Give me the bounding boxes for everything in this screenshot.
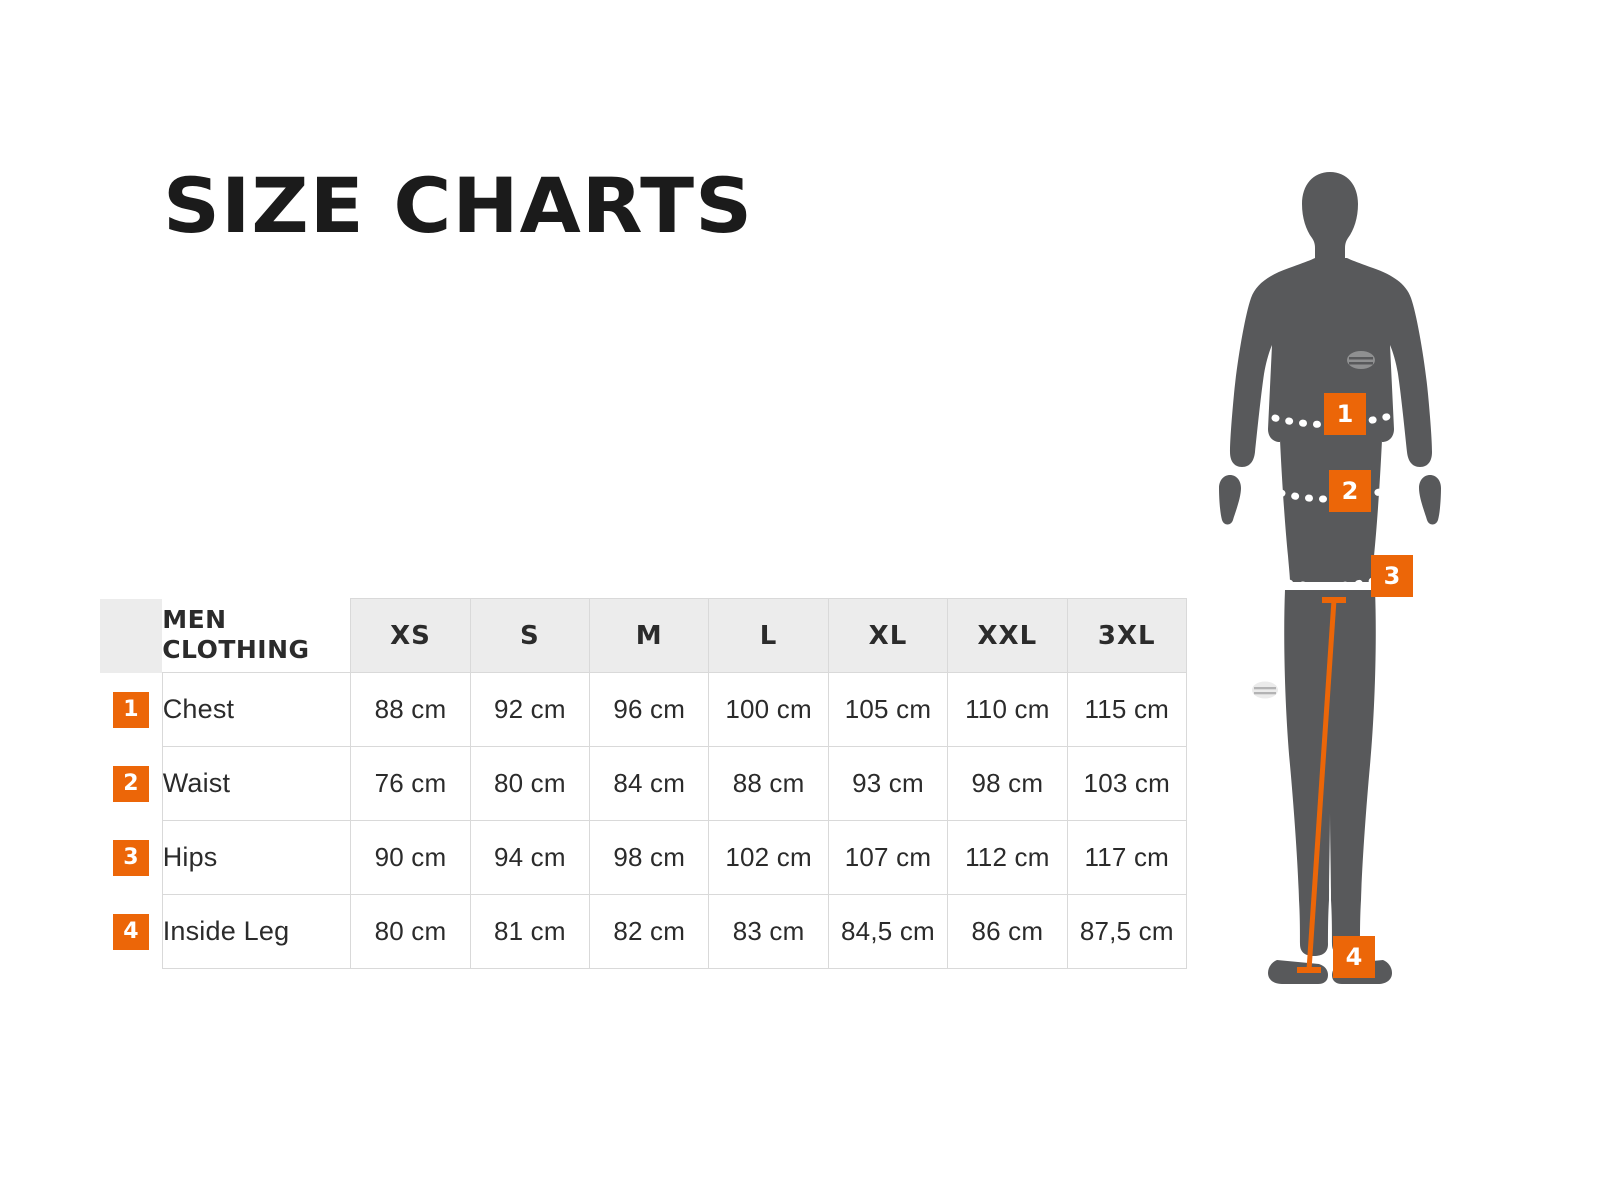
cell-inside-leg-l: 83 cm: [709, 895, 828, 969]
cell-inside-leg-xs: 80 cm: [351, 895, 470, 969]
cell-hips-m: 98 cm: [590, 821, 709, 895]
table-header: [100, 599, 1187, 673]
row-badge: 4: [113, 914, 149, 950]
table-row: [100, 747, 1187, 821]
size-table-container: [100, 598, 1190, 969]
table-row: [100, 895, 1187, 969]
cell-waist-m: 84 cm: [590, 747, 709, 821]
cell-waist-xxl: 98 cm: [948, 747, 1067, 821]
table-header-row: [100, 599, 1187, 673]
row-badge-cell: [100, 747, 162, 821]
column-header-xs: XS: [351, 599, 470, 673]
column-header-xxl: XXL: [948, 599, 1067, 673]
cell-chest-m: 96 cm: [590, 673, 709, 747]
cell-waist-xl: 93 cm: [828, 747, 947, 821]
header-category-line1: MEN: [162, 604, 227, 634]
column-header-3xl: 3XL: [1067, 599, 1186, 673]
row-label-inside-leg: Inside Leg: [162, 895, 351, 969]
row-label-waist: Waist: [162, 747, 351, 821]
row-badge-cell: [100, 895, 162, 969]
page-title: SIZE CHARTS: [163, 161, 754, 250]
row-badge-cell: [100, 673, 162, 747]
cell-hips-l: 102 cm: [709, 821, 828, 895]
row-badge-cell: [100, 821, 162, 895]
column-header-xl: XL: [828, 599, 947, 673]
cell-hips-xs: 90 cm: [351, 821, 470, 895]
cell-inside-leg-m: 82 cm: [590, 895, 709, 969]
cell-waist-xs: 76 cm: [351, 747, 470, 821]
cell-hips-s: 94 cm: [470, 821, 589, 895]
cell-chest-xxl: 110 cm: [948, 673, 1067, 747]
row-label-hips: Hips: [162, 821, 351, 895]
header-badge-spacer: [100, 599, 162, 673]
size-table: [100, 598, 1187, 969]
header-category-label: [162, 599, 351, 673]
table-row: [100, 821, 1187, 895]
cell-chest-xl: 105 cm: [828, 673, 947, 747]
figure-marker-waist: 2: [1329, 470, 1371, 512]
row-badge: 3: [113, 840, 149, 876]
cell-inside-leg-xl: 84,5 cm: [828, 895, 947, 969]
cell-hips-3xl: 117 cm: [1067, 821, 1186, 895]
table-body: [100, 673, 1187, 969]
figure-marker-chest: 1: [1324, 393, 1366, 435]
cell-chest-xs: 88 cm: [351, 673, 470, 747]
cell-hips-xl: 107 cm: [828, 821, 947, 895]
column-header-l: L: [709, 599, 828, 673]
figure-marker-hips: 3: [1371, 555, 1413, 597]
row-label-chest: Chest: [162, 673, 351, 747]
row-badge: 1: [113, 692, 149, 728]
cell-hips-xxl: 112 cm: [948, 821, 1067, 895]
cell-chest-3xl: 115 cm: [1067, 673, 1186, 747]
table-row: [100, 673, 1187, 747]
column-header-s: S: [470, 599, 589, 673]
cell-chest-l: 100 cm: [709, 673, 828, 747]
cell-inside-leg-s: 81 cm: [470, 895, 589, 969]
row-badge: 2: [113, 766, 149, 802]
header-category-line2: CLOTHING: [162, 635, 310, 665]
figure-marker-inside-leg: 4: [1333, 936, 1375, 978]
cell-waist-s: 80 cm: [470, 747, 589, 821]
brand-logo-icon: [1347, 351, 1375, 369]
cell-waist-3xl: 103 cm: [1067, 747, 1186, 821]
cell-waist-l: 88 cm: [709, 747, 828, 821]
cell-inside-leg-xxl: 86 cm: [948, 895, 1067, 969]
brand-logo-icon-leg: [1252, 682, 1278, 699]
column-header-m: M: [590, 599, 709, 673]
cell-inside-leg-3xl: 87,5 cm: [1067, 895, 1186, 969]
cell-chest-s: 92 cm: [470, 673, 589, 747]
